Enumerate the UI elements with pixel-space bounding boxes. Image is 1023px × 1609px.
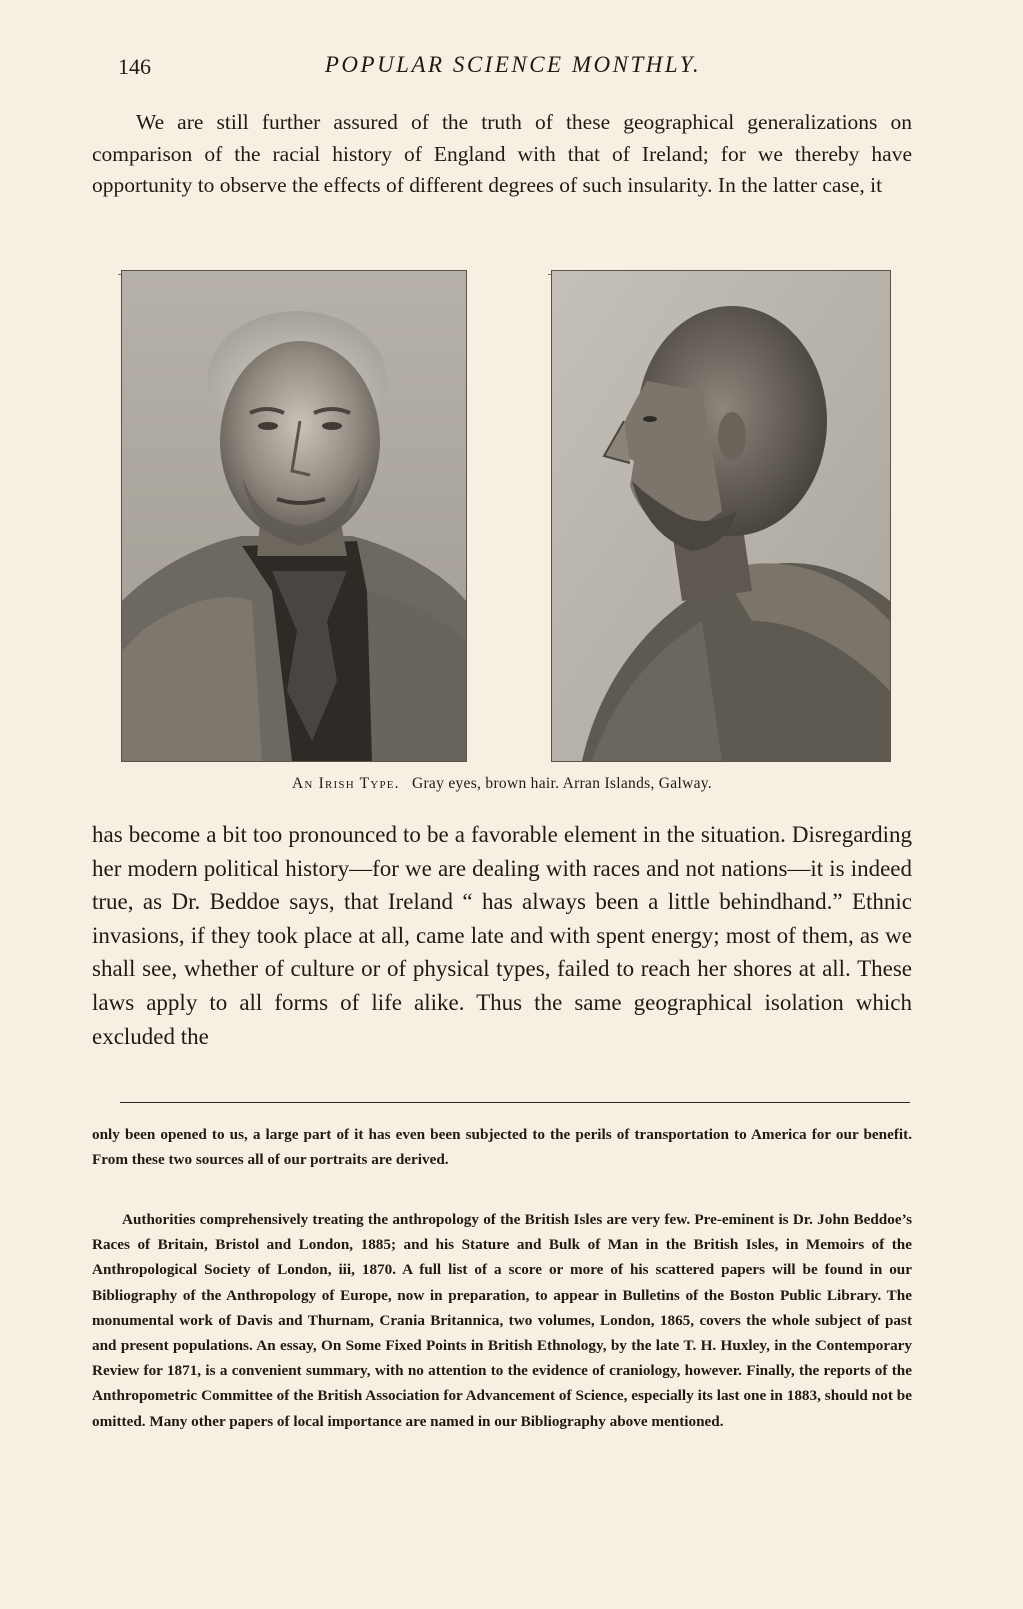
footnote-continued: only been opened to us, a large part of it has even been subjected to the perils of transportation to America for our benefit. From these two sources all of our portraits are derived. — [92, 1126, 912, 1169]
body-paragraph-2: has become a bit too pronounced to be a favorable element in the situation. Disregarding her modern political history—for we are dealing with races and not nations—it is indeed true, as Dr. Beddoe says, that Ireland “ has always been a little behindhand.” Ethnic invasions, if they took place at all, came late and with spent energy; most of them, as we shall see, whether of culture or of physical types, failed to reach her shores at all. These laws apply to all forms of life alike. Thus the same geographical isolation which excluded the — [92, 822, 912, 1049]
portrait-profile-view — [551, 270, 891, 762]
body-paragraph-1: We are still further assured of the truth of these geographical generalizations on comparison of the racial history of England with that of Ireland; for we thereby have opportunity to observe the effects of different degrees of such insularity. In the latter case, it — [92, 110, 912, 198]
figure-caption-title: An Irish Type. — [292, 775, 400, 792]
portrait-front-view — [121, 270, 467, 762]
footnote-divider — [120, 1102, 910, 1103]
journal-title: POPULAR SCIENCE MONTHLY. — [324, 52, 702, 77]
figure-caption — [92, 775, 912, 793]
running-head — [118, 52, 908, 88]
figure-caption-text: Gray eyes, brown hair. Arran Islands, Galway. — [411, 775, 712, 792]
footnote-authorities: Authorities comprehensively treating the anthropology of the British Isles are very few. Pre-eminent is Dr. John Beddoe’s Races of Britain, Bristol and London, 1885; and his Stature and Bulk of Man in the British Isles, in Memoirs of the Anthropological Society of London, iii, 1870. A full list of a score or more of his scattered papers will be found in our Bibliography of the Anthropology of Europe, now in preparation, to appear in Bulletins of the Boston Public Library. The monumental work of Davis and Thurnam, Crania Britannica, two volumes, London, 1865, covers the whole subject of past and present populations. An essay, On Some Fixed Points in British Ethnology, by the late T. H. Huxley, in the Contemporary Review for 1871, is a convenient summary, with no attention to the evidence of craniology, however. Finally, the reports of the Anthropometric Committee of the British Association for Advancement of Science, especially its last one in 1883, should not be omitted. Many other papers of local importance are named in our Bibliography above mentioned. — [92, 1211, 912, 1430]
page-number: 146 — [118, 54, 151, 79]
